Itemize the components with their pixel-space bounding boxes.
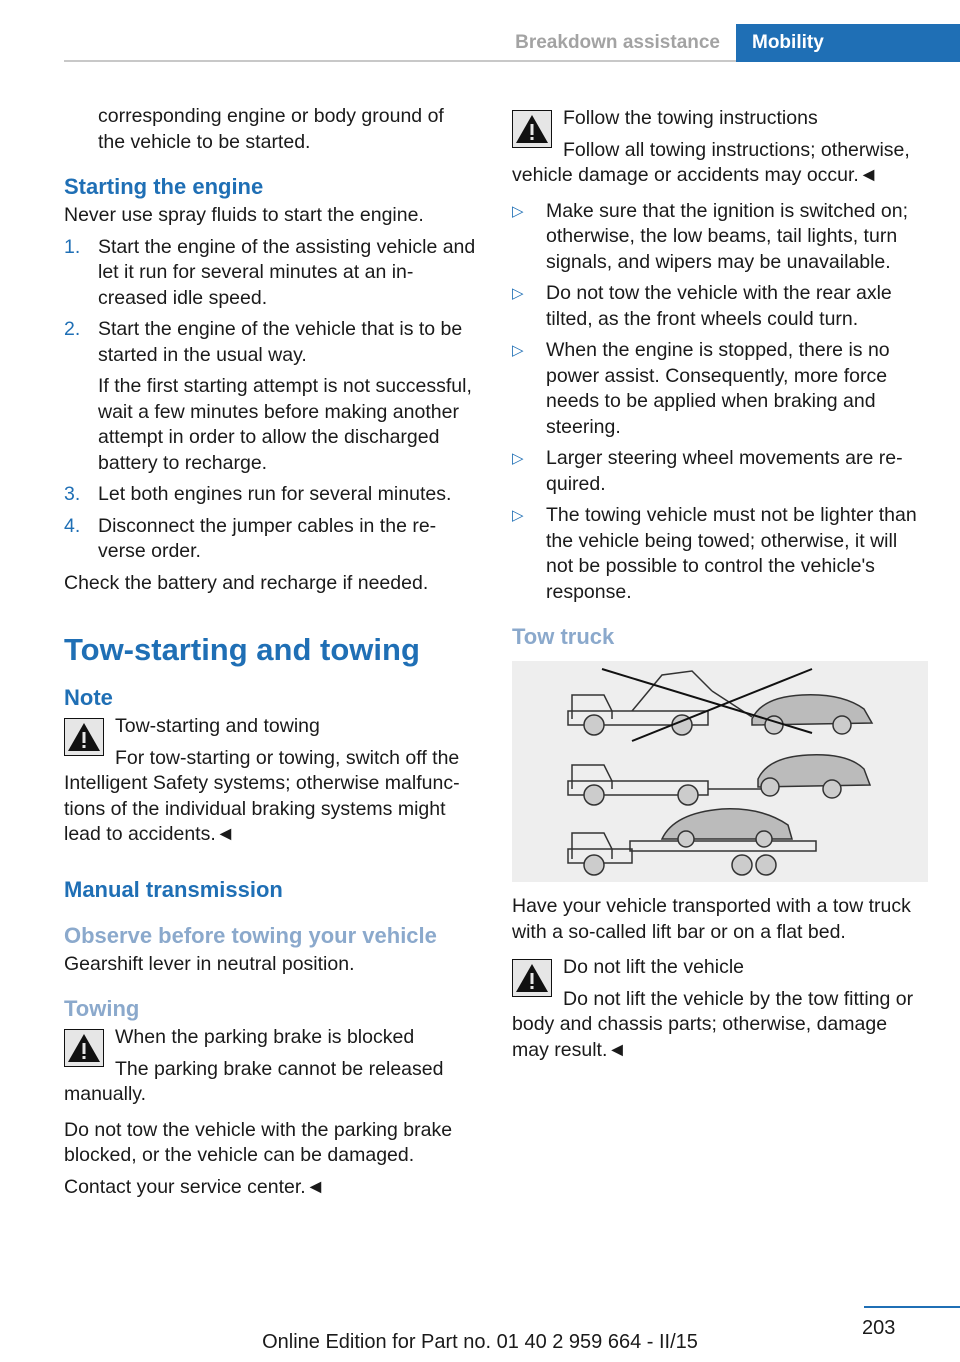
- header-rule: [64, 60, 736, 62]
- bullet-text: When the engine is stopped, there is no power assist. Consequently, more force needs to be applied when braking and steering.: [546, 339, 890, 438]
- warning-body: Follow all towing instructions; otherwise, vehicle damage or accidents may occur.◄: [512, 138, 910, 186]
- towing-heading: Towing: [64, 996, 140, 1021]
- header-section-tab[interactable]: Breakdown assistance: [515, 24, 736, 62]
- intro-text: corresponding engine or body ground of the vehicle to be started.: [98, 105, 444, 153]
- contact-service-text: Contact your service center.◄: [64, 1175, 325, 1198]
- bullet-triangle-icon: ▷: [512, 342, 524, 359]
- list-item: [64, 482, 476, 508]
- list-item: [64, 317, 476, 476]
- manual-transmission-heading: Manual transmission: [64, 876, 283, 902]
- bullet-text: Make sure that the ignition is switched on; otherwise, the low beams, tail lights, turn signals, and wipers may be unavailable.: [546, 199, 909, 273]
- warning-title: Tow-starting and towing: [115, 715, 320, 737]
- towing-bullet-list: [512, 199, 928, 606]
- bullet-triangle-icon: ▷: [512, 202, 524, 220]
- step-number: 1.: [64, 235, 81, 258]
- step-number: 4.: [64, 514, 81, 537]
- step-number: 2.: [64, 318, 81, 340]
- towing-instructions-warning: [512, 106, 928, 189]
- footer-edition: Online Edition for Part no. 01 40 2 959 664 - II/15: [262, 1331, 698, 1353]
- tow-truck-text: Have your vehicle transported with a tow truck with a so-called lift bar or on a flat bed.: [512, 895, 911, 943]
- step-text: Let both engines run for several minutes.: [98, 483, 452, 505]
- observe-heading: Observe before towing your vehicle: [64, 922, 437, 948]
- list-item: [512, 281, 928, 332]
- list-item: [512, 199, 928, 276]
- list-item: [64, 235, 476, 312]
- step-text: Start the engine of the vehicle that is to be started in the usual way.: [98, 318, 463, 366]
- warning-title: When the parking brake is blocked: [115, 1026, 415, 1048]
- warning-body: Do not lift the vehicle by the tow fitting or body and chassis parts; otherwise, damage may result.◄: [512, 987, 914, 1061]
- note-heading: Note: [64, 685, 113, 710]
- list-item: [64, 514, 476, 565]
- bullet-text: Do not tow the vehicle with the rear axle tilted, as the front wheels could turn.: [546, 282, 892, 330]
- left-column: [64, 104, 476, 1206]
- observe-text: Gearshift lever in neutral position.: [64, 952, 355, 975]
- bullet-triangle-icon: ▷: [512, 285, 524, 302]
- warning-body: For tow-starting or towing, switch off the Intelligent Safety systems; otherwise malfunctions of the individual braking systems might lead to accidents.◄: [64, 746, 460, 845]
- do-not-lift-warning: [512, 955, 928, 1063]
- list-item: [512, 338, 928, 440]
- header-tabs: [515, 24, 960, 62]
- warning-triangle-icon: [64, 1029, 104, 1067]
- tow-truck-illustration: [512, 661, 928, 882]
- starting-steps-list: [64, 235, 476, 565]
- tow-starting-heading: Tow-starting and towing: [64, 632, 420, 667]
- right-column: [512, 104, 928, 1073]
- bullet-triangle-icon: ▷: [512, 450, 524, 467]
- step-text: Disconnect the jumper cables in the reverse order.: [98, 514, 437, 562]
- list-item: [512, 446, 928, 497]
- bullet-text: Larger steering wheel movements are required.: [546, 447, 903, 495]
- header-chapter-tab[interactable]: Mobility: [736, 24, 960, 62]
- step-number: 3.: [64, 483, 81, 505]
- warning-triangle-icon: [512, 959, 552, 997]
- page-number: 203: [862, 1317, 896, 1339]
- warning-title: Follow the towing instructions: [563, 107, 818, 129]
- parking-brake-warning: [64, 1025, 476, 1108]
- step-text: Start the engine of the assisting vehicle and let it run for several minutes at an increased idle speed.: [98, 235, 476, 309]
- check-battery-text: Check the battery and recharge if needed.: [64, 571, 429, 594]
- step-content: [98, 317, 476, 476]
- tow-truck-heading: Tow truck: [512, 624, 615, 649]
- warning-triangle-icon: [512, 110, 552, 148]
- warning-body: The parking brake cannot be released manually.: [64, 1057, 444, 1105]
- list-item: [512, 503, 928, 605]
- bullet-triangle-icon: ▷: [512, 507, 524, 524]
- tow-truck-drawing: [512, 661, 928, 882]
- starting-engine-note: Never use spray fluids to start the engine.: [64, 204, 424, 226]
- parking-brake-text: Do not tow the vehicle with the parking brake blocked, or the vehicle can be damaged.: [64, 1118, 453, 1166]
- warning-triangle-icon: [64, 718, 104, 756]
- tow-starting-warning: [64, 714, 476, 848]
- bullet-text: The towing vehicle must not be lighter than the vehicle being towed; otherwise, it will not be possible to control the vehicle's response.: [546, 504, 917, 603]
- step-subtext: If the first starting attempt is not successful, wait a few minutes before making another attempt in order to allow the discharged battery to recharge.: [98, 375, 472, 474]
- footer-rule: [864, 1306, 960, 1308]
- warning-title: Do not lift the vehicle: [563, 956, 745, 978]
- starting-engine-heading: Starting the engine: [64, 174, 264, 199]
